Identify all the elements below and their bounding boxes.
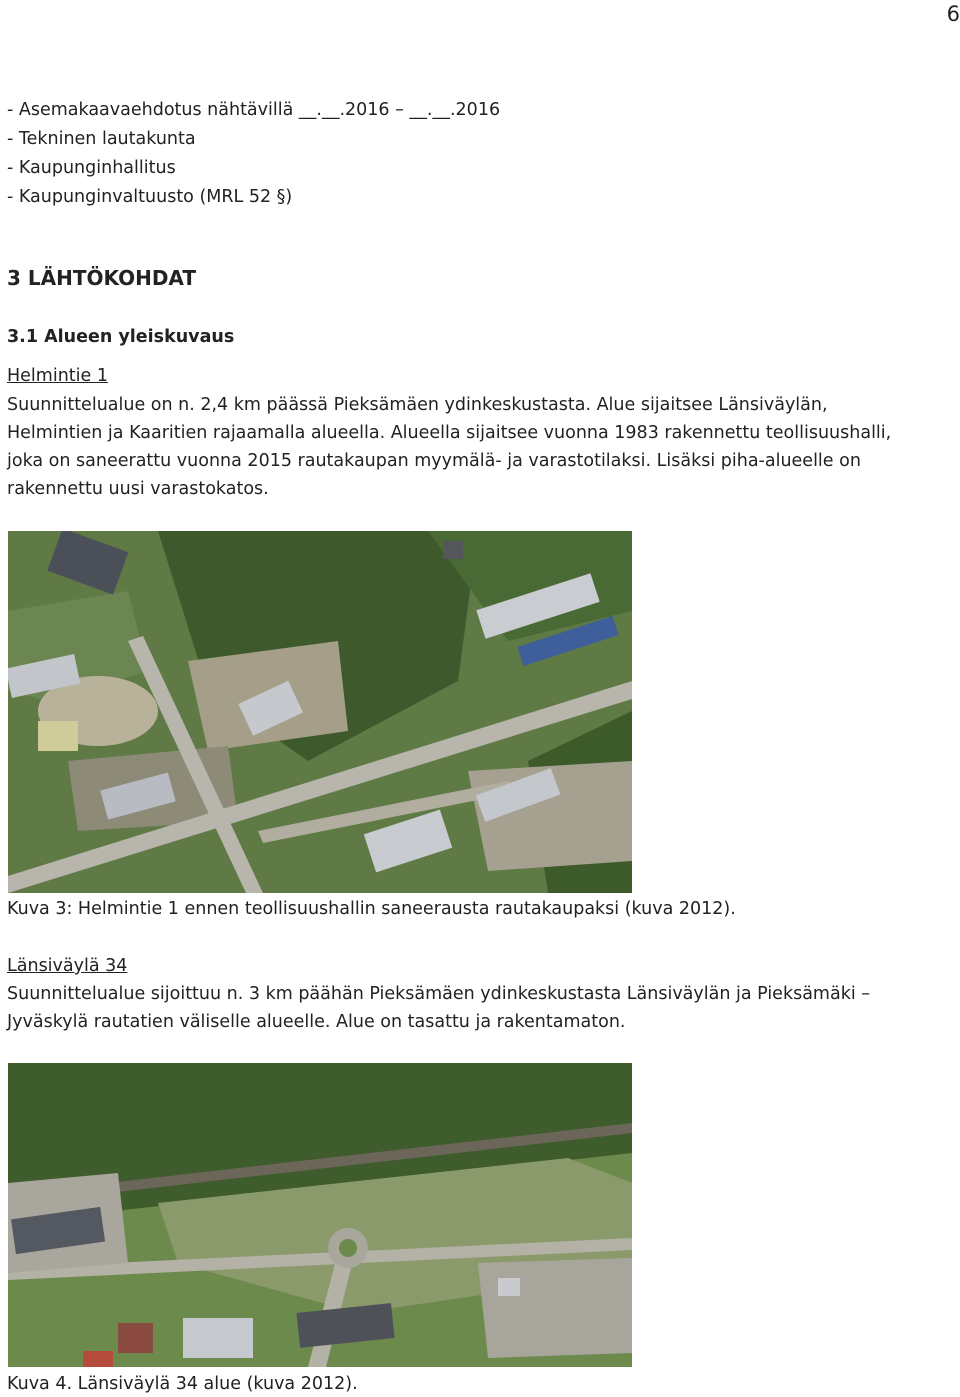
area1-text-line: Suunnittelualue on n. 2,4 km päässä Pieksämäen ydinkeskustasta. Alue sijaitsee Länsiväylän, bbox=[7, 395, 828, 415]
area2-title: Länsiväylä 34 bbox=[7, 956, 128, 976]
process-item: - Asemakaavaehdotus nähtävillä __.__.2016 – __.__.2016 bbox=[7, 100, 501, 120]
area1-title: Helmintie 1 bbox=[7, 366, 108, 386]
area2-text-line: Jyväskylä rautatien väliselle alueelle. Alue on tasattu ja rakentamaton. bbox=[7, 1012, 626, 1032]
area1-text-line: Helmintien ja Kaaritien rajaamalla alueella. Alueella sijaitsee vuonna 1983 rakennettu teollisuushalli, bbox=[7, 423, 892, 443]
figure-caption: Kuva 3: Helmintie 1 ennen teollisuushallin saneerausta rautakaupaksi (kuva 2012). bbox=[7, 899, 736, 919]
area1-text-line: joka on saneerattu vuonna 2015 rautakaupan myymälä- ja varastotilaksi. Lisäksi piha-alueelle on bbox=[7, 451, 861, 471]
figure-caption: Kuva 4. Länsiväylä 34 alue (kuva 2012). bbox=[7, 1374, 358, 1394]
aerial-photo-lansivayla bbox=[8, 1063, 632, 1367]
process-item: - Kaupunginhallitus bbox=[7, 158, 176, 178]
subsection-heading: 3.1 Alueen yleiskuvaus bbox=[7, 327, 235, 347]
process-item: - Tekninen lautakunta bbox=[7, 129, 196, 149]
area2-text-line: Suunnittelualue sijoittuu n. 3 km päähän Pieksämäen ydinkeskustasta Länsiväylän ja Pieksämäki – bbox=[7, 984, 871, 1004]
area1-text-line: rakennettu uusi varastokatos. bbox=[7, 479, 269, 499]
section-heading: 3 LÄHTÖKOHDAT bbox=[7, 266, 196, 290]
aerial-photo-helmintie bbox=[8, 531, 632, 893]
process-item: - Kaupunginvaltuusto (MRL 52 §) bbox=[7, 187, 293, 207]
page-number: 6 bbox=[946, 2, 960, 26]
